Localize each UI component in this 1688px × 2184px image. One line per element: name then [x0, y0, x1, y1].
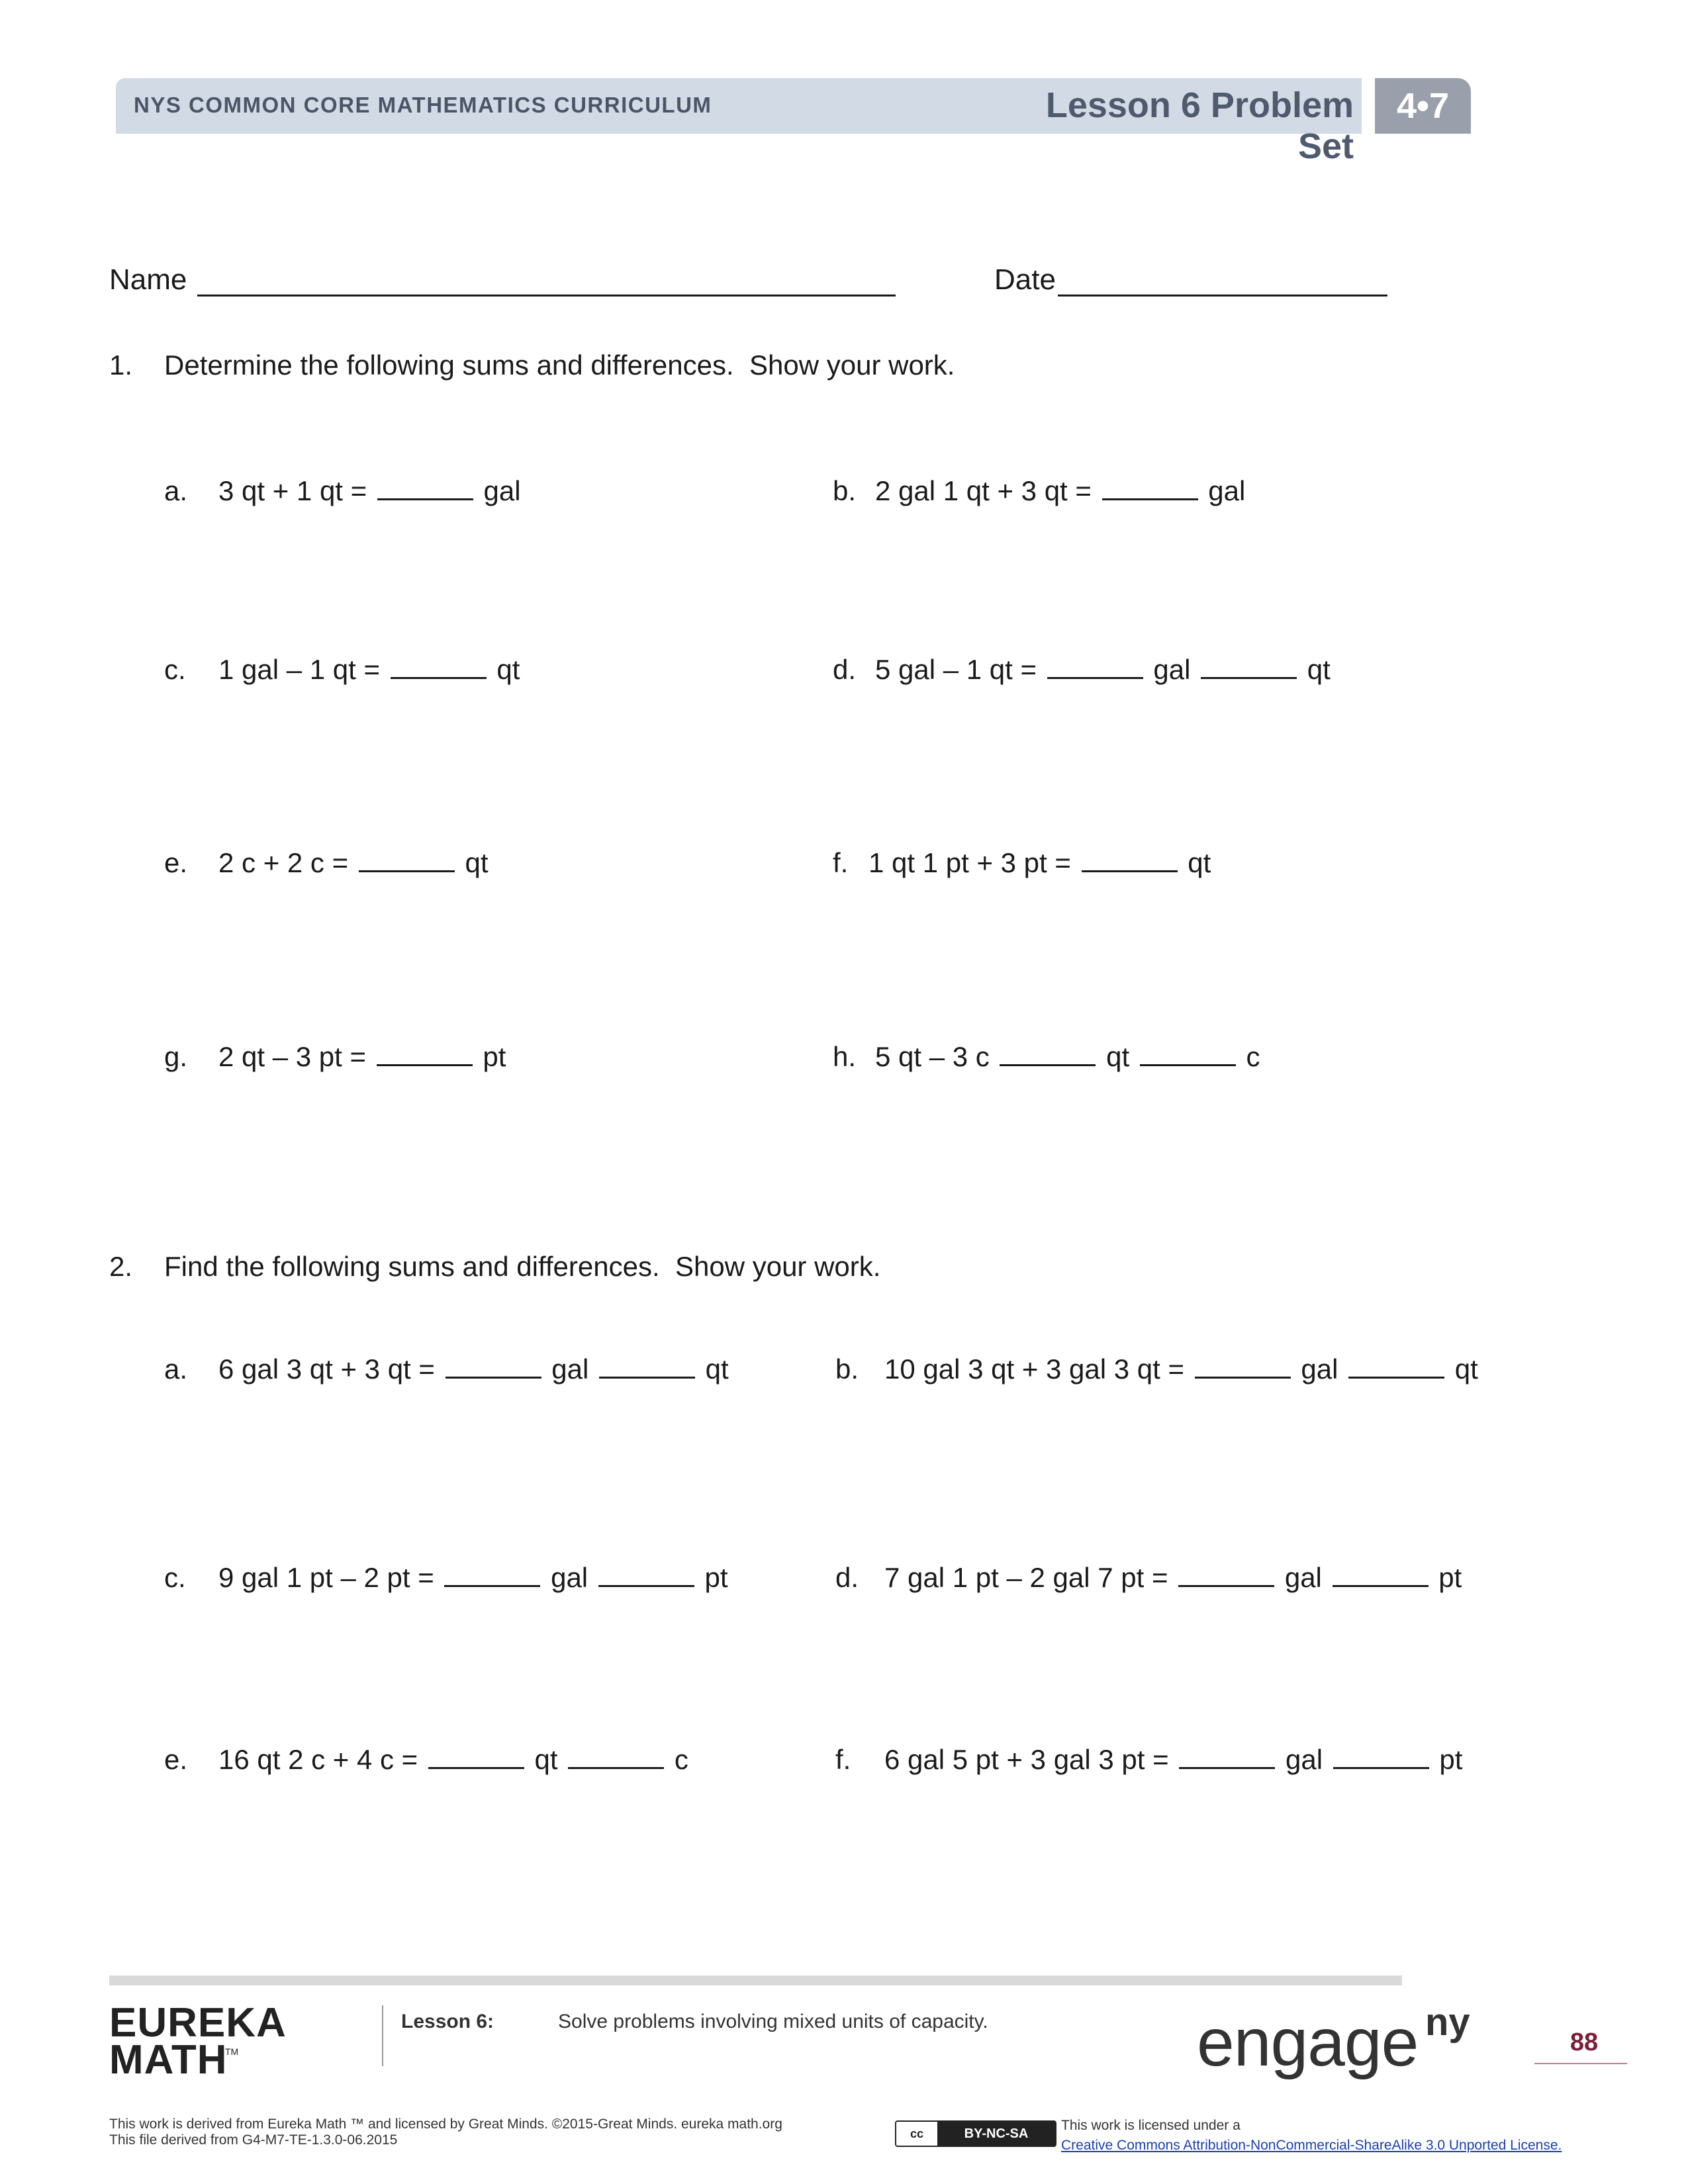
q2f-answer-blank-2[interactable] — [1333, 1745, 1429, 1769]
q1h-letter: h. — [833, 1041, 857, 1072]
footer-divider — [109, 1976, 1402, 1985]
q1g-answer-blank[interactable] — [377, 1042, 473, 1066]
q2a-expression: 6 gal 3 qt + 3 qt = gal qt — [218, 1353, 729, 1385]
q1c-expression: 1 gal – 1 qt = qt — [218, 654, 520, 685]
q1d-expression: 5 gal – 1 qt = gal qt — [875, 654, 1331, 685]
q1h-answer-blank-1[interactable] — [1000, 1042, 1096, 1066]
cc-icon: cc — [896, 2122, 937, 2146]
name-label: Name — [109, 263, 187, 296]
q2b-letter: b. — [835, 1353, 859, 1385]
footer-lesson-description: Solve problems involving mixed units of capacity. — [558, 2011, 988, 2032]
q1f-letter: f. — [833, 847, 849, 878]
date-field[interactable] — [1058, 295, 1387, 296]
credit-line-1: This work is derived from Eureka Math ™ and licensed by Great Minds. ©2015-Great Minds. eureka math.org — [109, 2116, 782, 2132]
name-field[interactable] — [197, 295, 896, 296]
q1h-answer-blank-2[interactable] — [1140, 1042, 1236, 1066]
q1h-expression: 5 qt – 3 c qt c — [875, 1041, 1260, 1072]
q2b-answer-blank-2[interactable] — [1348, 1354, 1444, 1379]
q1g-letter: g. — [164, 1041, 188, 1072]
q2d-answer-blank-1[interactable] — [1178, 1563, 1274, 1587]
q2b-answer-blank-1[interactable] — [1195, 1354, 1291, 1379]
q2f-expression: 6 gal 5 pt + 3 gal 3 pt = gal pt — [884, 1744, 1463, 1775]
credit-line-2: This file derived from G4-M7-TE-1.3.0-06.2015 — [109, 2132, 398, 2148]
question-2-number: 2. — [109, 1251, 133, 1282]
engageny-logo: engage — [1197, 2005, 1419, 2080]
module-badge: 4•7 — [1375, 78, 1471, 134]
question-1-number: 1. — [109, 349, 133, 381]
q1c-answer-blank[interactable] — [391, 655, 487, 679]
q2e-answer-blank-1[interactable] — [428, 1745, 524, 1769]
q1a-letter: a. — [164, 475, 188, 506]
q1e-letter: e. — [164, 847, 188, 878]
q2a-answer-blank-2[interactable] — [599, 1354, 695, 1379]
lesson-title: Lesson 6 Problem Set — [1045, 85, 1354, 166]
q2f-letter: f. — [835, 1744, 851, 1775]
q2c-letter: c. — [164, 1562, 186, 1593]
eureka-logo-line2: MATH — [109, 2037, 228, 2083]
license-intro: This work is licensed under a — [1061, 2118, 1241, 2133]
date-label: Date — [994, 263, 1056, 296]
footer-lesson-label: Lesson 6: — [401, 2011, 494, 2032]
q1d-answer-blank-2[interactable] — [1201, 655, 1297, 679]
q1b-letter: b. — [833, 475, 857, 506]
license-link[interactable]: Creative Commons Attribution-NonCommercial-ShareAlike 3.0 Unported License. — [1061, 2138, 1562, 2153]
q1f-answer-blank[interactable] — [1082, 848, 1178, 872]
question-2-prompt: Find the following sums and differences. Show your work. — [164, 1251, 881, 1282]
curriculum-title: NYS COMMON CORE MATHEMATICS CURRICULUM — [134, 93, 712, 117]
q2e-letter: e. — [164, 1744, 188, 1775]
question-1-prompt: Determine the following sums and differences. Show your work. — [164, 349, 955, 381]
q1c-letter: c. — [164, 654, 186, 685]
q1d-answer-blank-1[interactable] — [1047, 655, 1143, 679]
q2c-answer-blank-1[interactable] — [444, 1563, 540, 1587]
q2e-answer-blank-2[interactable] — [568, 1745, 664, 1769]
q1b-expression: 2 gal 1 qt + 3 qt = gal — [875, 475, 1246, 506]
q1g-expression: 2 qt – 3 pt = pt — [218, 1041, 506, 1072]
q2e-expression: 16 qt 2 c + 4 c = qt c — [218, 1744, 688, 1775]
q2b-expression: 10 gal 3 qt + 3 gal 3 qt = gal qt — [884, 1353, 1478, 1385]
page-number: 88 — [1570, 2028, 1599, 2056]
q2c-answer-blank-2[interactable] — [598, 1563, 694, 1587]
eureka-logo-line1: EUREKA — [109, 2000, 287, 2046]
q2a-answer-blank-1[interactable] — [445, 1354, 541, 1379]
cc-license-badge — [895, 2120, 1056, 2147]
q2d-letter: d. — [835, 1562, 859, 1593]
q2c-expression: 9 gal 1 pt – 2 pt = gal pt — [218, 1562, 728, 1593]
q1d-letter: d. — [833, 654, 857, 685]
q1a-answer-blank[interactable] — [377, 476, 473, 500]
page-number-underline — [1534, 2063, 1627, 2064]
q1b-answer-blank[interactable] — [1102, 476, 1198, 500]
q2d-expression: 7 gal 1 pt – 2 gal 7 pt = gal pt — [884, 1562, 1462, 1593]
q2a-letter: a. — [164, 1353, 188, 1385]
q1a-expression: 3 qt + 1 qt = gal — [218, 475, 521, 506]
engageny-logo-ny: ny — [1425, 2001, 1470, 2044]
q2f-answer-blank-1[interactable] — [1179, 1745, 1275, 1769]
footer-separator — [382, 2005, 383, 2066]
q1e-expression: 2 c + 2 c = qt — [218, 847, 489, 878]
eureka-trademark: TM — [225, 2046, 239, 2057]
cc-by-nc-sa-label: BY-NC-SA — [937, 2122, 1055, 2146]
q1f-expression: 1 qt 1 pt + 3 pt = qt — [868, 847, 1211, 878]
q2d-answer-blank-2[interactable] — [1333, 1563, 1429, 1587]
q1e-answer-blank[interactable] — [359, 848, 455, 872]
